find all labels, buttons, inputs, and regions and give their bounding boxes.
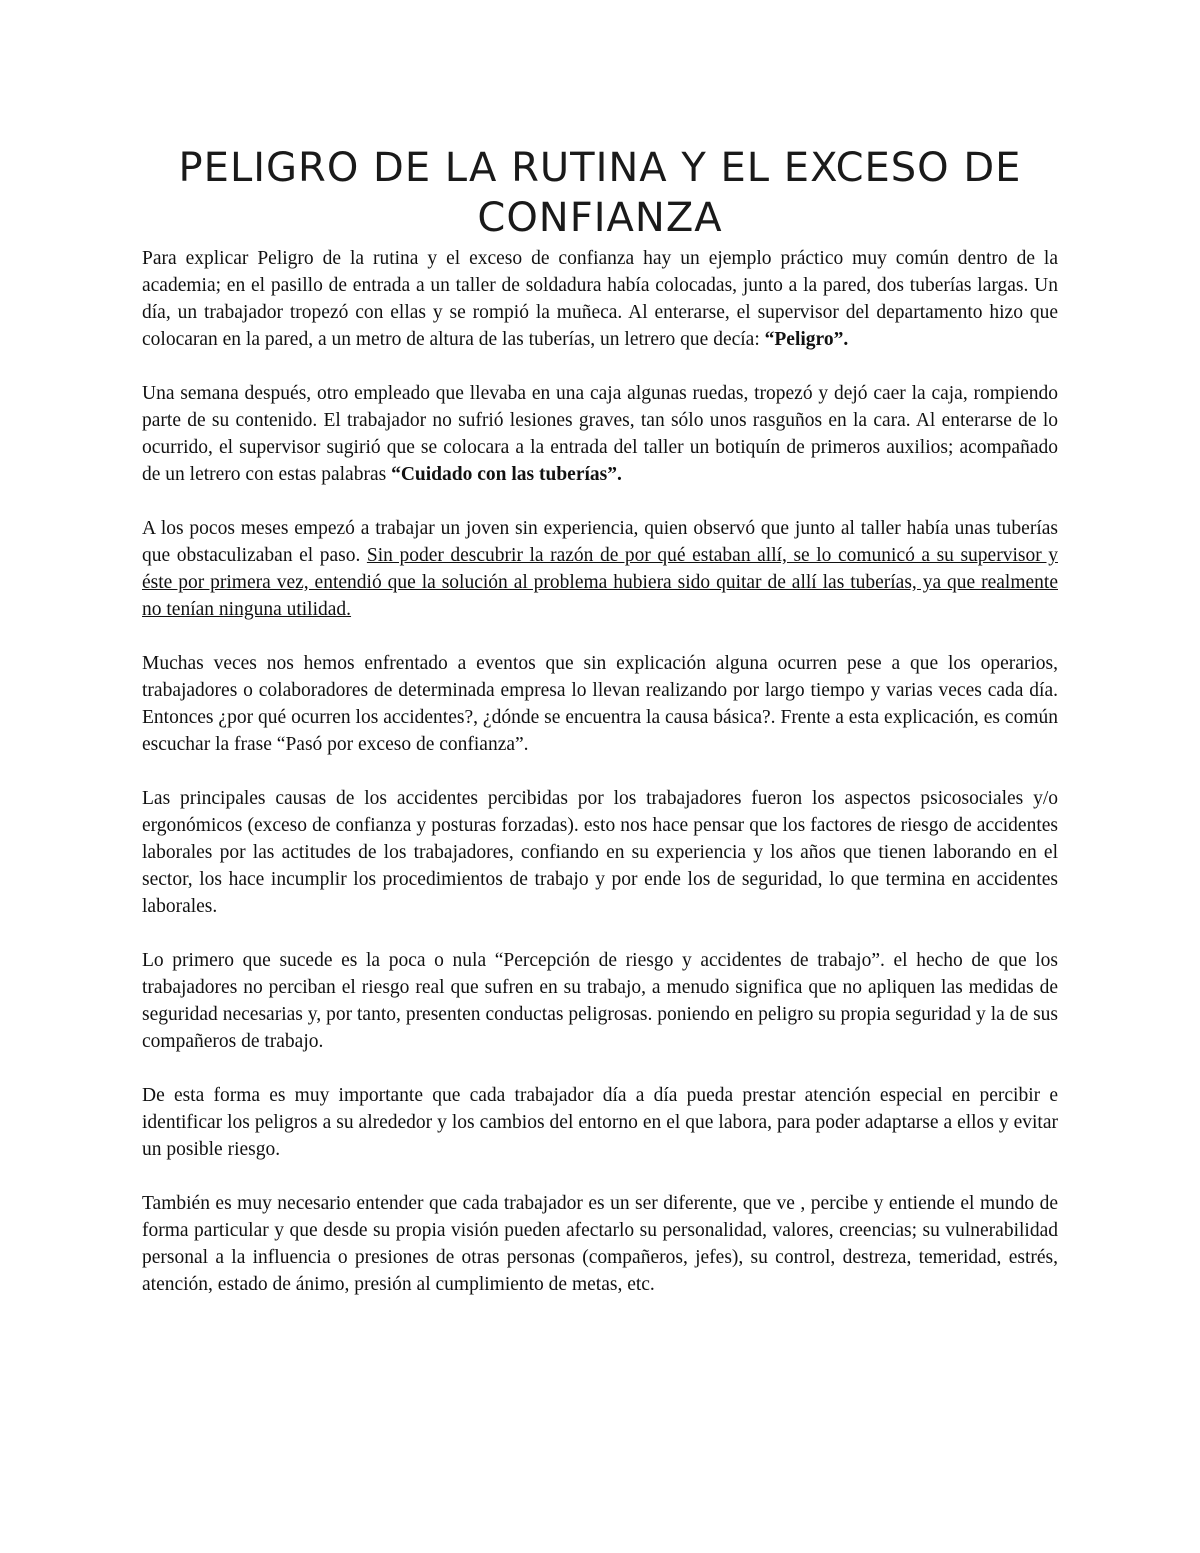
document-body	[142, 245, 1058, 1298]
paragraph-3-text: A los pocos meses empezó a trabajar un joven sin experiencia, quien observó que junto al taller había unas tuberías que obstaculizaban el paso.	[142, 518, 1058, 566]
paragraph-8: También es muy necesario entender que cada trabajador es un ser diferente, que ve , percibe y entiende el mundo de forma particular y que desde su propia visión pueden afectarlo su personalidad, valores, creencias; su vulnerabilidad personal a la influencia o presiones de otras personas (compañeros, jefes), su control, destreza, temeridad, estrés, atención, estado de ánimo, presión al cumplimiento de metas, etc.	[142, 1193, 1058, 1295]
paragraph-2	[142, 380, 1058, 488]
paragraph-1-bold-quote: “Peligro”.	[764, 329, 849, 350]
document-title: PELIGRO DE LA RUTINA Y EL EXCESO DE CONFIANZA	[178, 145, 1022, 241]
paragraph-1	[142, 245, 1058, 353]
paragraph-1-text: Para explicar Peligro de la rutina y el exceso de confianza hay un ejemplo práctico muy común dentro de la academia; en el pasillo de entrada a un taller de soldadura había colocadas, junto a la pared, dos tuberías largas. Un día, un trabajador tropezó con ellas y se rompió la muñeca. Al enterarse, el supervisor del departamento hizo que colocaran en la pared, a un metro de altura de las tuberías, un letrero que decía:	[142, 248, 1058, 350]
paragraph-4: Muchas veces nos hemos enfrentado a eventos que sin explicación alguna ocurren pese a que los operarios, trabajadores o colaboradores de determinada empresa lo llevan realizando por largo tiempo y varias veces cada día. Entonces ¿por qué ocurren los accidentes?, ¿dónde se encuentra la causa básica?. Frente a esta explicación, es común escuchar la frase “Pasó por exceso de confianza”.	[142, 653, 1058, 755]
paragraph-3	[142, 515, 1058, 623]
paragraph-2-text: Una semana después, otro empleado que llevaba en una caja algunas ruedas, tropezó y dejó caer la caja, rompiendo parte de su contenido. El trabajador no sufrió lesiones graves, tan sólo unos rasguños en la cara. Al enterarse de lo ocurrido, el supervisor sugirió que se colocara a la entrada del taller un botiquín de primeros auxilios; acompañado de un letrero con estas palabras	[142, 383, 1058, 485]
paragraph-3-underlined-text: Sin poder descubrir la razón de por qué estaban allí, se lo comunicó a su supervisor y éste por primera vez, entendió que la solución al problema hubiera sido quitar de allí las tuberías, ya que realmente no tenían ninguna utilidad.	[142, 545, 1058, 620]
paragraph-5: Las principales causas de los accidentes percibidas por los trabajadores fueron los aspectos psicosociales y/o ergonómicos (exceso de confianza y posturas forzadas). esto nos hace pensar que los factores de riesgo de accidentes laborales por las actitudes de los trabajadores, confiando en su experiencia y los años que tienen laborando en el sector, los hace incumplir los procedimientos de trabajo y por ende los de seguridad, lo que termina en accidentes laborales.	[142, 788, 1058, 917]
paragraph-2-bold-quote: “Cuidado con las tuberías”.	[391, 464, 622, 485]
paragraph-6: Lo primero que sucede es la poca o nula “Percepción de riesgo y accidentes de trabajo”. el hecho de que los trabajadores no perciban el riesgo real que sufren en su trabajo, a menudo significa que no apliquen las medidas de seguridad necesarias y, por tanto, presenten conductas peligrosas. poniendo en peligro su propia seguridad y la de sus compañeros de trabajo.	[142, 950, 1058, 1052]
paragraph-7: De esta forma es muy importante que cada trabajador día a día pueda prestar atención especial en percibir e identificar los peligros a su alrededor y los cambios del entorno en el que labora, para poder adaptarse a ellos y evitar un posible riesgo.	[142, 1085, 1058, 1160]
